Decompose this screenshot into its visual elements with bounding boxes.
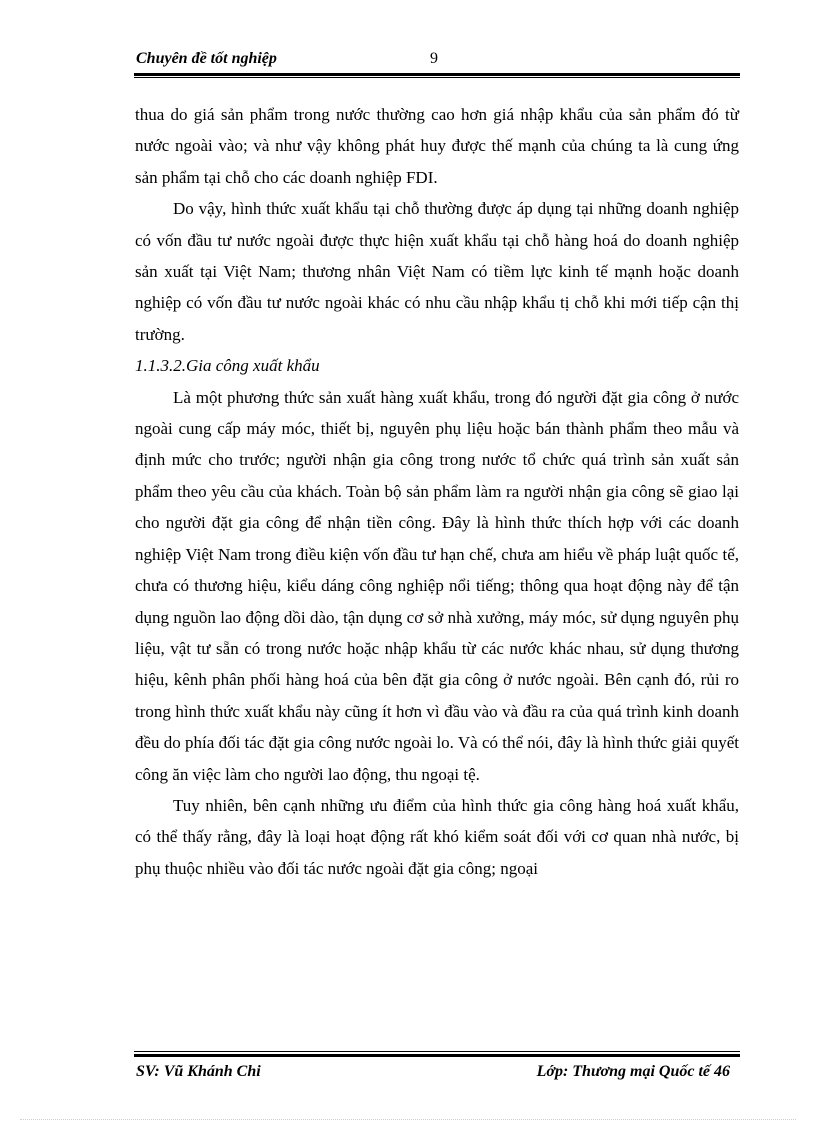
header-rule-thick	[134, 73, 740, 76]
document-title: Chuyên đề tốt nghiệp	[136, 50, 277, 67]
page-footer	[134, 1057, 740, 1085]
page-header	[134, 48, 740, 74]
page-boundary-divider	[20, 1119, 796, 1120]
class-name: Lớp: Thương mại Quốc tế 46	[536, 1063, 730, 1080]
page-number: 9	[430, 50, 438, 67]
header-rule-thin	[134, 77, 740, 78]
paragraph: Do vậy, hình thức xuất khẩu tại chỗ thường được áp dụng tại những doanh nghiệp có vốn đầu tư nước ngoài được thực hiện xuất khẩu tại chỗ hàng hoá do doanh nghiệp sản xuất tại Việt Nam; thương nhân Việt Nam có tiềm lực kinh tế mạnh hoặc doanh nghiệp có vốn đầu tư nước ngoài khác có nhu cầu nhập khẩu tị chỗ khi mới tiếp cận thị trường.	[135, 199, 739, 344]
section-heading: 1.1.3.2.Gia công xuất khẩu	[135, 356, 320, 376]
footer-rule-thin	[134, 1051, 740, 1052]
page-body	[135, 99, 739, 884]
student-name: SV: Vũ Khánh Chi	[136, 1063, 261, 1080]
paragraph-continued: thua do giá sản phẩm trong nước thường cao hơn giá nhập khẩu của sản phẩm đó từ nước ngoài vào; và như vậy không phát huy được thế mạnh của chúng ta là cung ứng sản phẩm tại chỗ cho các doanh nghiệp FDI.	[135, 105, 739, 187]
paragraph: Tuy nhiên, bên cạnh những ưu điểm của hình thức gia công hàng hoá xuất khẩu, có thể thấy rằng, đây là loại hoạt động rất khó kiểm soát đối với cơ quan nhà nước, bị phụ thuộc nhiều vào đối tác nước ngoài đặt gia công; ngoại	[135, 795, 739, 878]
paragraph: Là một phương thức sản xuất hàng xuất khẩu, trong đó người đặt gia công ở nước ngoài cung cấp máy móc, thiết bị, nguyên phụ liệu hoặc bán thành phẩm theo mẫu và định mức cho trước; người nhận gia công trong nước tổ chức quá trình sản xuất sản phẩm theo yêu cầu của khách. Toàn bộ sản phẩm làm ra người nhận gia công sẽ giao lại cho người đặt gia công để nhận tiền công. Đây là hình thức thích hợp với các doanh nghiệp Việt Nam trong điều kiện vốn đầu tư hạn chế, chưa am hiểu về pháp luật quốc tế, chưa có thương hiệu, kiểu dáng công nghiệp nổi tiếng; thông qua hoạt động này để tận dụng nguồn lao động dồi dào, tận dụng cơ sở nhà xưởng, máy móc, sử dụng nguyên phụ liệu, vật tư sẵn có trong nước hoặc nhập khẩu từ các nước khác nhau, sử dụng thương hiệu, kênh phân phối hàng hoá của bên đặt gia công ở nước ngoài. Bên cạnh đó, rủi ro trong hình thức xuất khẩu này cũng ít hơn vì đầu vào và đầu ra của quá trình kinh doanh đều do phía đối tác đặt gia công nước ngoài lo. Và có thể nói, đây là hình thức giải quyết công ăn việc làm cho người lao động, thu ngoại tệ.	[135, 387, 740, 784]
